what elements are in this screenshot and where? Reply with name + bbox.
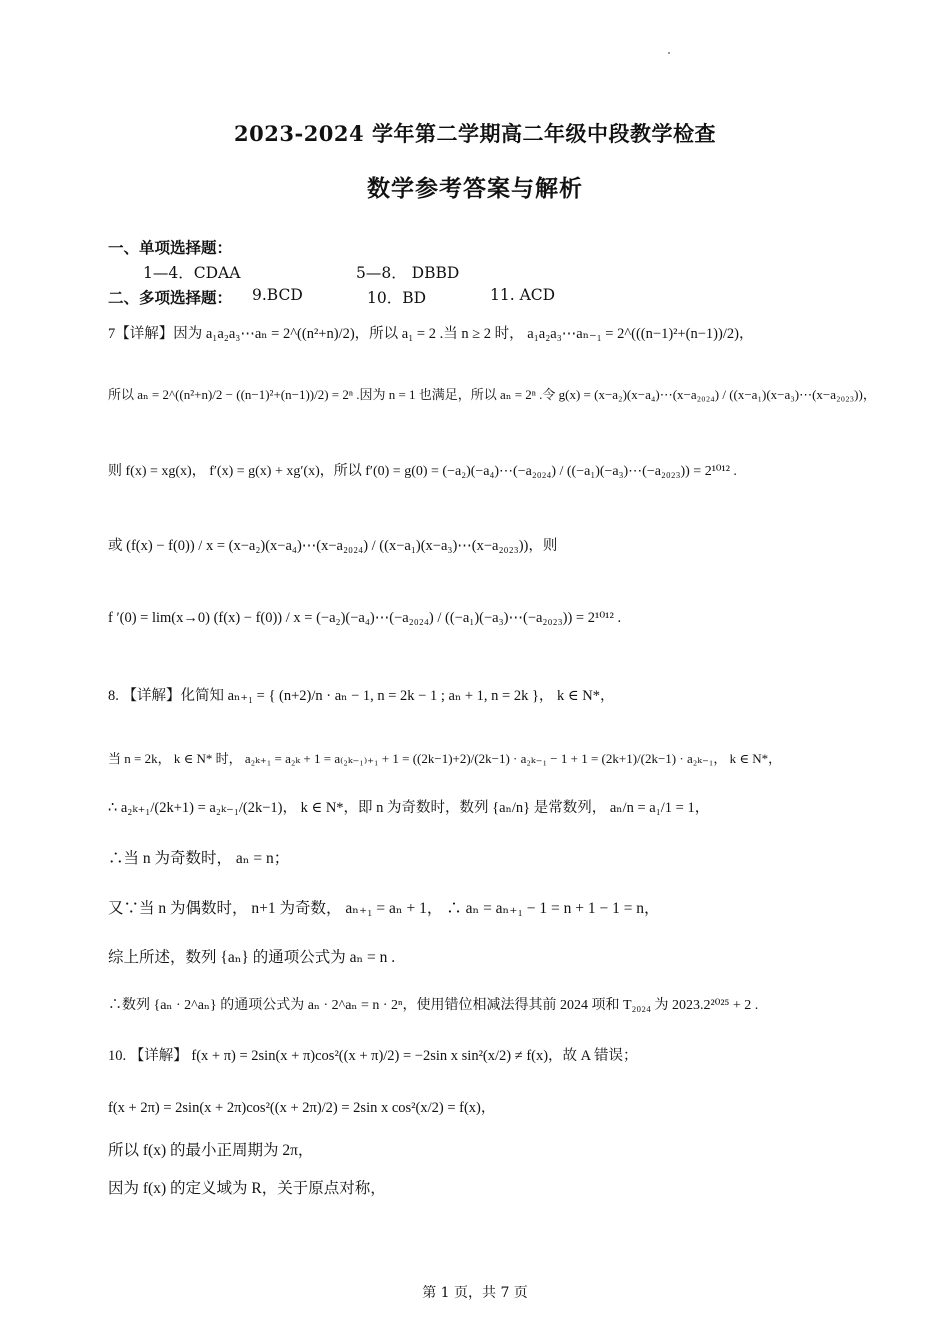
solution-10-line-1: 10. 【详解】 f(x + π) = 2sin(x + π)cos²((x + π)/2) = −2sin x sin²(x/2) ≠ f(x)，故 A 错误； <box>108 1048 638 1064</box>
section1-heading: 一、单项选择题： <box>108 238 233 257</box>
solution-10-line-3: 所以 f(x) 的最小正周期为 2π， <box>108 1142 314 1159</box>
solution-7-line-1: 7【详解】因为 a₁a₂a₃⋯aₙ = 2^((n²+n)/2)，所以 a₁ = 2 .当 n ≥ 2 时， a₁a₂a₃⋯aₙ₋₁ = 2^(((n−1)²+(n−1))/2)， <box>108 326 754 342</box>
scan-dot <box>668 52 670 54</box>
solution-8-line-3: ∴ a₂ₖ₊₁/(2k+1) = a₂ₖ₋₁/(2k−1)， k ∈ N*，即 n 为奇数时，数列 {aₙ/n} 是常数列， aₙ/n = a₁/1 = 1， <box>108 800 710 816</box>
solution-7-line-5: f ′(0) = lim(x→0) (f(x) − f(0)) / x = (−a₂)(−a₄)⋯(−a₂₀₂₄) / ((−a₁)(−a₃)⋯(−a₂₀₂₃)) = 2¹⁰¹² . <box>108 610 622 626</box>
solution-10-line-4: 因为 f(x) 的定义域为 R，关于原点对称， <box>108 1180 386 1197</box>
solution-10-line-2: f(x + 2π) = 2sin(x + 2π)cos²((x + 2π)/2) = 2sin x cos²(x/2) = f(x)， <box>108 1100 496 1116</box>
page-number-footer: 第 1 页，共 7 页 <box>422 1285 528 1301</box>
section2-answer-9: 9.BCD <box>252 286 303 304</box>
document-subtitle: 数学参考答案与解析 <box>367 175 583 202</box>
section2-heading: 二、多项选择题： <box>108 288 233 307</box>
solution-7-line-2: 所以 aₙ = 2^((n²+n)/2 − ((n−1)²+(n−1))/2) = 2ⁿ .因为 n = 1 也满足，所以 aₙ = 2ⁿ .令 g(x) = (x−a₂)(x−a₄)⋯(x−a₂₀₂₄) / ((x−a₁)(x−a₃)⋯(x−a₂₀₂₃))， <box>108 387 876 402</box>
section1-answers-a: 1—4．CDAA <box>143 264 241 282</box>
solution-7-line-4: 或 (f(x) − f(0)) / x = (x−a₂)(x−a₄)⋯(x−a₂₀₂₄) / ((x−a₁)(x−a₃)⋯(x−a₂₀₂₃))，则 <box>108 538 558 554</box>
solution-8-line-5: 又∵当 n 为偶数时， n+1 为奇数， aₙ₊₁ = aₙ + 1， ∴ aₙ = aₙ₊₁ − 1 = n + 1 − 1 = n， <box>108 900 660 917</box>
solution-8-line-2: 当 n = 2k， k ∈ N* 时， a₂ₖ₊₁ = a₂ₖ + 1 = a₍₂ₖ₋₁₎₊₁ + 1 = ((2k−1)+2)/(2k−1) · a₂ₖ₋₁ − 1 + 1 = (2k+1)/(2k−1) · a₂ₖ₋₁， k ∈ N*， <box>108 751 782 766</box>
solution-8-line-7: ∴数列 {aₙ · 2^aₙ} 的通项公式为 aₙ · 2^aₙ = n · 2ⁿ，使用错位相减法得其前 2024 项和 T₂₀₂₄ 为 2023.2²⁰²⁵ + 2 . <box>108 998 759 1013</box>
solution-7-line-3: 则 f(x) = xg(x)， f′(x) = g(x) + xg′(x)，所以 f′(0) = g(0) = (−a₂)(−a₄)⋯(−a₂₀₂₄) / ((−a₁)(−a₃)⋯(−a₂₀₂₃)) = 2¹⁰¹² . <box>108 464 737 479</box>
solution-8-line-4: ∴当 n 为奇数时， aₙ = n； <box>108 850 290 867</box>
section2-answer-11: 11. ACD <box>490 286 556 304</box>
solution-8-line-1: 8. 【详解】化简知 aₙ₊₁ = { (n+2)/n · aₙ − 1, n = 2k − 1 ; aₙ + 1, n = 2k }， k ∈ N*， <box>108 688 615 704</box>
solution-8-line-6: 综上所述，数列 {aₙ} 的通项公式为 aₙ = n . <box>108 949 396 966</box>
section1-answers-b: 5—8． DBBD <box>356 264 460 282</box>
section2-answer-10: 10．BD <box>367 289 427 307</box>
document-title: 2023-2024 学年第二学期高二年级中段教学检查 <box>234 121 716 146</box>
